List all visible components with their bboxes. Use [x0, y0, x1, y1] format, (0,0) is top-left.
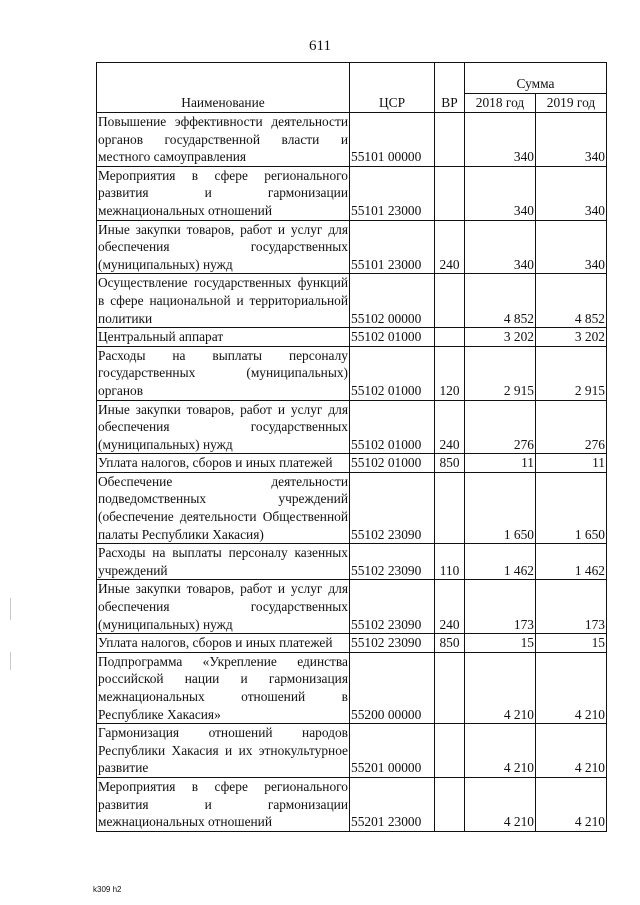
- footer-code: k309 h2: [93, 885, 122, 894]
- row-sum-2019: 15: [536, 634, 607, 653]
- row-csr: 55102 01000: [350, 454, 435, 473]
- row-vr: [435, 472, 465, 543]
- row-vr: [435, 274, 465, 328]
- row-vr: 850: [435, 634, 465, 653]
- table-row: [97, 580, 607, 634]
- header-year-2019: 2019 год: [536, 94, 607, 113]
- row-sum-2019: 173: [536, 580, 607, 634]
- row-sum-2019: 340: [536, 113, 607, 167]
- row-sum-2019: 1 650: [536, 472, 607, 543]
- row-sum-2019: 4 210: [536, 652, 607, 723]
- row-csr: 55102 23090: [350, 580, 435, 634]
- row-vr: [435, 777, 465, 831]
- row-sum-2019: 2 915: [536, 346, 607, 400]
- row-vr: [435, 724, 465, 778]
- row-vr: [435, 652, 465, 723]
- row-csr: 55101 00000: [350, 113, 435, 167]
- row-sum-2019: 4 852: [536, 274, 607, 328]
- row-csr: 55102 01000: [350, 400, 435, 454]
- table-header-row: [97, 63, 607, 94]
- row-sum-2019: 340: [536, 166, 607, 220]
- row-name: Мероприятия в сфере регионального развития и гармонизации межнациональных отношений: [97, 166, 350, 220]
- row-name: Гармонизация отношений народов Республики Хакасия и их этнокультурное развитие: [97, 724, 350, 778]
- table-row: [97, 113, 607, 167]
- table-row: [97, 544, 607, 580]
- header-sum: Сумма: [465, 63, 607, 94]
- row-sum-2018: 4 852: [465, 274, 536, 328]
- table-row: [97, 346, 607, 400]
- row-name: Подпрограмма «Укрепление единства российской нации и гармонизация межнациональных отношений в Республике Хакасия»: [97, 652, 350, 723]
- page-number: 611: [309, 38, 331, 54]
- row-sum-2018: 15: [465, 634, 536, 653]
- row-sum-2018: 2 915: [465, 346, 536, 400]
- row-vr: 850: [435, 454, 465, 473]
- row-name: Иные закупки товаров, работ и услуг для обеспечения государственных (муниципальных) нужд: [97, 580, 350, 634]
- row-sum-2018: 173: [465, 580, 536, 634]
- row-sum-2019: 11: [536, 454, 607, 473]
- row-name: Осуществление государственных функций в сфере национальной и территориальной политики: [97, 274, 350, 328]
- row-csr: 55102 01000: [350, 328, 435, 347]
- row-csr: 55102 23090: [350, 472, 435, 543]
- header-csr: ЦСР: [350, 63, 435, 113]
- row-vr: [435, 166, 465, 220]
- row-sum-2019: 3 202: [536, 328, 607, 347]
- header-name: Наименование: [97, 63, 350, 113]
- row-sum-2019: 340: [536, 220, 607, 274]
- row-sum-2018: 340: [465, 113, 536, 167]
- row-sum-2019: 4 210: [536, 724, 607, 778]
- table-row: [97, 777, 607, 831]
- row-sum-2018: 3 202: [465, 328, 536, 347]
- row-sum-2018: 340: [465, 220, 536, 274]
- row-sum-2018: 340: [465, 166, 536, 220]
- row-sum-2018: 4 210: [465, 777, 536, 831]
- row-csr: 55201 23000: [350, 777, 435, 831]
- header-year-2018: 2018 год: [465, 94, 536, 113]
- row-name: Расходы на выплаты персоналу государственных (муниципальных) органов: [97, 346, 350, 400]
- row-name: Обеспечение деятельности подведомственных учреждений (обеспечение деятельности Общественной палаты Республики Хакасия): [97, 472, 350, 543]
- table-row: [97, 220, 607, 274]
- row-csr: 55101 23000: [350, 220, 435, 274]
- scan-artifact: [10, 652, 11, 670]
- row-name: Иные закупки товаров, работ и услуг для обеспечения государственных (муниципальных) нужд: [97, 220, 350, 274]
- table-row: [97, 652, 607, 723]
- row-vr: 240: [435, 580, 465, 634]
- row-vr: 240: [435, 220, 465, 274]
- budget-table: [96, 62, 607, 832]
- row-name: Уплата налогов, сборов и иных платежей: [97, 634, 350, 653]
- table-row: [97, 400, 607, 454]
- row-sum-2018: 11: [465, 454, 536, 473]
- row-csr: 55102 00000: [350, 274, 435, 328]
- row-vr: 120: [435, 346, 465, 400]
- row-vr: [435, 328, 465, 347]
- row-csr: 55102 23090: [350, 544, 435, 580]
- table-row: [97, 274, 607, 328]
- row-csr: 55102 01000: [350, 346, 435, 400]
- row-name: Уплата налогов, сборов и иных платежей: [97, 454, 350, 473]
- row-sum-2018: 4 210: [465, 652, 536, 723]
- row-csr: 55101 23000: [350, 166, 435, 220]
- row-csr: 55102 23090: [350, 634, 435, 653]
- table-row: [97, 454, 607, 473]
- row-vr: [435, 113, 465, 167]
- row-name: Иные закупки товаров, работ и услуг для обеспечения государственных (муниципальных) нужд: [97, 400, 350, 454]
- row-vr: 240: [435, 400, 465, 454]
- scan-artifact: [10, 598, 11, 620]
- row-sum-2019: 4 210: [536, 777, 607, 831]
- row-sum-2018: 1 462: [465, 544, 536, 580]
- row-name: Повышение эффективности деятельности органов государственной власти и местного самоуправления: [97, 113, 350, 167]
- row-sum-2019: 1 462: [536, 544, 607, 580]
- row-name: Расходы на выплаты персоналу казенных учреждений: [97, 544, 350, 580]
- table-row: [97, 328, 607, 347]
- table-row: [97, 472, 607, 543]
- table-row: [97, 166, 607, 220]
- header-vr: ВР: [435, 63, 465, 113]
- row-csr: 55201 00000: [350, 724, 435, 778]
- table-row: [97, 634, 607, 653]
- row-sum-2019: 276: [536, 400, 607, 454]
- row-name: Мероприятия в сфере регионального развития и гармонизации межнациональных отношений: [97, 777, 350, 831]
- row-sum-2018: 276: [465, 400, 536, 454]
- row-name: Центральный аппарат: [97, 328, 350, 347]
- table-row: [97, 724, 607, 778]
- row-sum-2018: 4 210: [465, 724, 536, 778]
- row-vr: 110: [435, 544, 465, 580]
- row-csr: 55200 00000: [350, 652, 435, 723]
- row-sum-2018: 1 650: [465, 472, 536, 543]
